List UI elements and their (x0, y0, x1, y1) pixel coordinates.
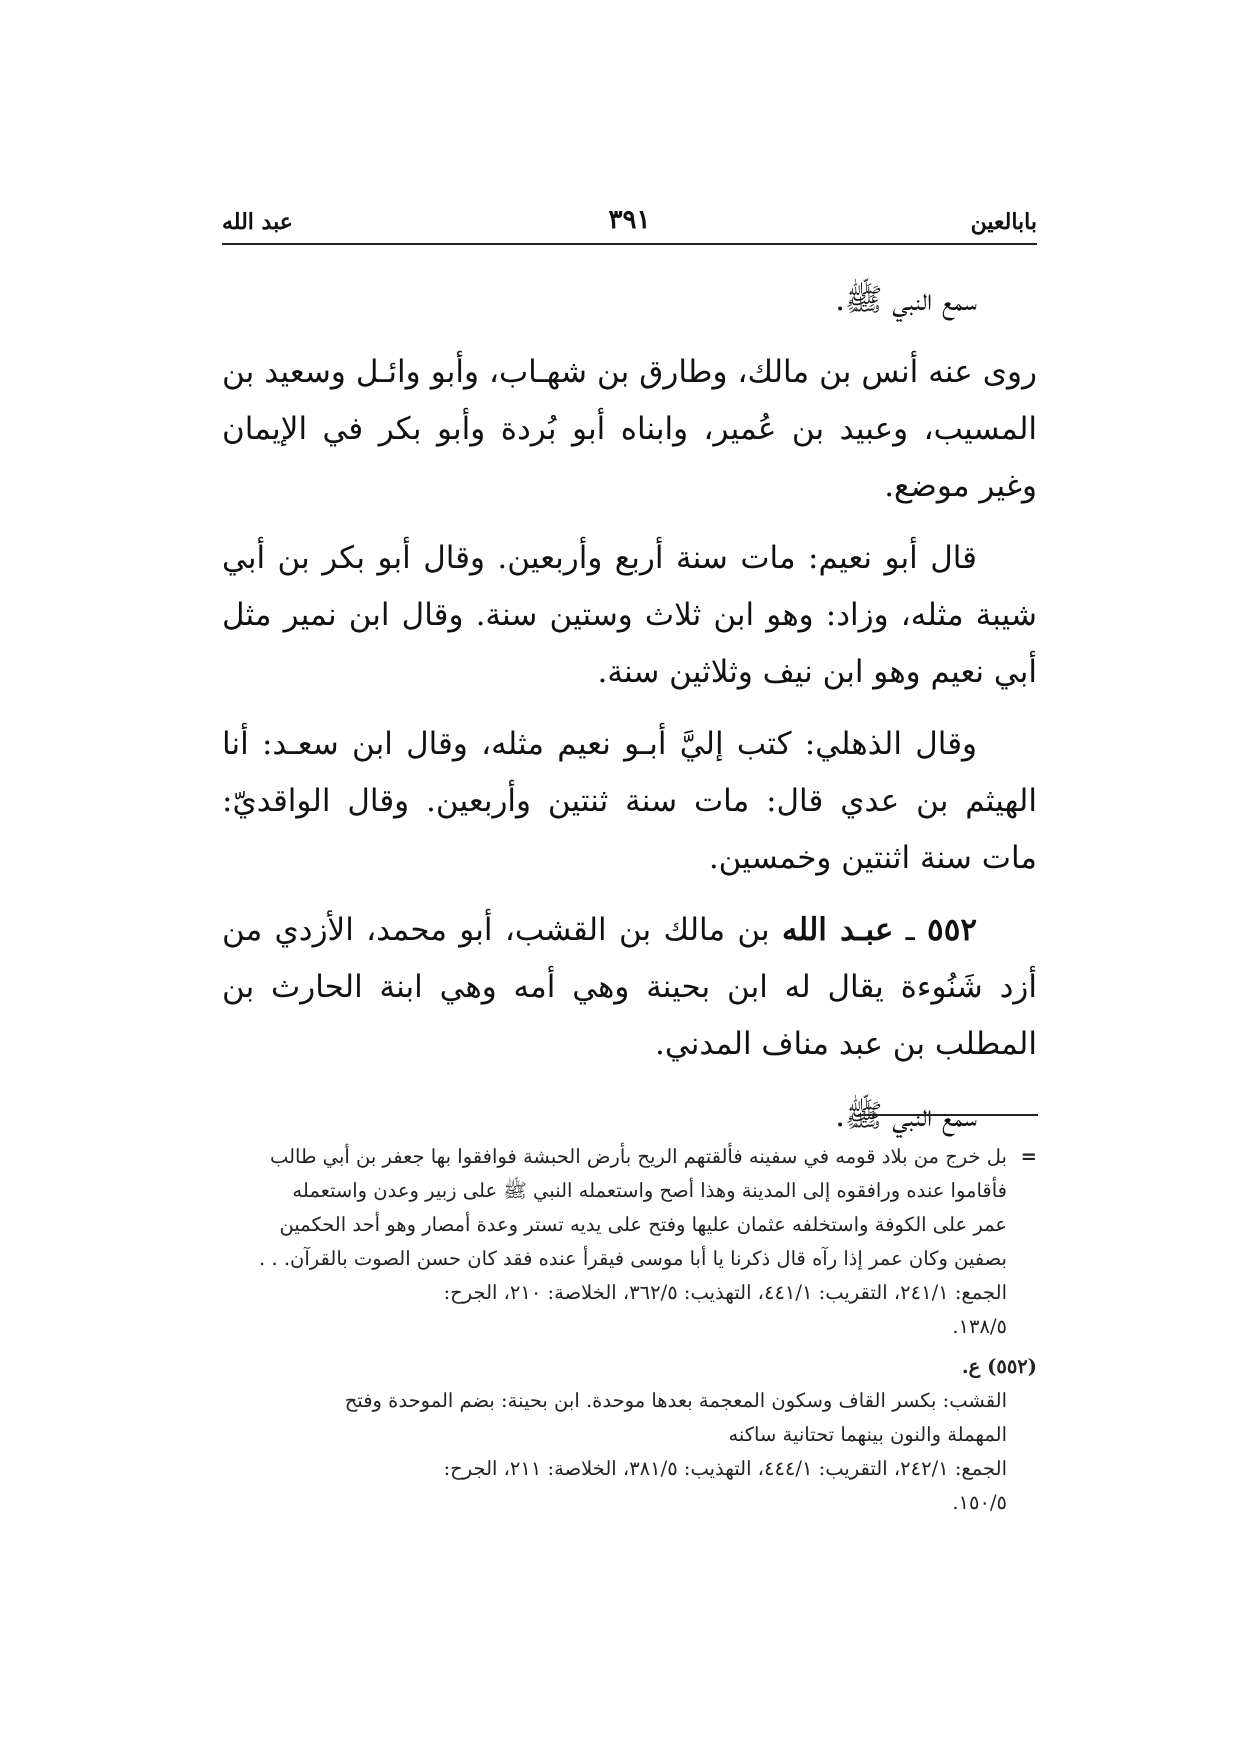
footnote-entry-label: (٥٥٢) ع. (961, 1355, 1037, 1378)
footnote-line: ١٣٨/٥. (952, 1315, 1007, 1338)
header-divider (222, 243, 1037, 245)
footnote-line: بل خرج من بلاد قومه في سفينه فألقتهم الريح بأرض الحبشة فوافقوا بها جعفر بن أبي طالب (269, 1145, 1007, 1168)
chapter-title: بابالعين (970, 209, 1037, 235)
page-number: ٣٩١ (608, 205, 651, 235)
page-header (222, 205, 1037, 255)
paragraph: سمع النبي ﷺ. (835, 1098, 977, 1134)
continuation-marker: = (1020, 1145, 1037, 1168)
entry-name: عبـد الله (781, 912, 894, 948)
footnote-line: فأقاموا عنده ورافقوه إلى المدينة وهذا أصح واستعمله النبي ﷺ على زبير وعدن واستعمله (292, 1179, 1007, 1202)
paragraph: سمع النبي ﷺ. (835, 282, 977, 318)
paragraph: روى عنه أنس بن مالك، وطارق بن شهـاب، وأبو وائـل وسعيد بن المسيب، وعبيد بن عُمير، وابناه أبو بُردة وأبو بكر في الإيمان وغير موضع. (222, 354, 1037, 504)
footnote-line: المهملة والنون بينهما تحتانية ساكنه (728, 1423, 1007, 1446)
footnote-line: الجمع: ٢٤٢/١، التقريب: ٤٤٤/١، التهذيب: ٣٨١/٥، الخلاصة: ٢١١، الجرح: (443, 1457, 1007, 1480)
footnote-line: عمر على الكوفة واستخلفه عثمان عليها وفتح على يديه تستر وعدة أمصار وهو أحد الحكمين (279, 1213, 1007, 1236)
footnote-line: القشب: بكسر القاف وسكون المعجمة بعدها موحدة. ابن بحينة: بضم الموحدة وفتح (344, 1389, 1007, 1412)
footnote-line: الجمع: ٢٤١/١، التقريب: ٤٤١/١، التهذيب: ٣٦٢/٥، الخلاصة: ٢١٠، الجرح: (443, 1281, 1007, 1304)
entry-number: ٥٥٢ (927, 912, 977, 948)
footnote-line: بصفين وكان عمر إذا رآه قال ذكرنا يا أبا موسى فيقرأ عنده فقد كان حسن الصوت بالقرآن. . . (259, 1247, 1007, 1270)
footnote-entry (222, 1384, 1037, 1520)
footnote-continuation (222, 1140, 1037, 1344)
footnote-line: ١٥٠/٥. (952, 1491, 1007, 1514)
paragraph: وقال الذهلي: كتب إليَّ أبـو نعيم مثله، وقال ابن سعـد: أنا الهيثم بن عدي قال: مات سنة ثنتين وأربعين. وقال الواقديّ: مات سنة اثنتين وخمسين. (222, 726, 1037, 876)
section-title: عبد الله (222, 209, 293, 235)
paragraph: قال أبو نعيم: مات سنة أربع وأربعين. وقال أبو بكر بن أبي شيبة مثله، وزاد: وهو ابن ثلاث وستين سنة. وقال ابن نمير مثل أبي نعيم وهو ابن نيف وثلاثين سنة. (222, 540, 1037, 690)
biography-entry (222, 902, 1037, 1073)
entry-separator: ـ (893, 912, 928, 948)
footnotes (222, 1140, 1037, 1526)
entry-text: بن مالك بن القشب، أبو محمد، الأزدي من أزد شَنُوءة يقال له ابن بحينة وهي أمه وهي ابنة الحارث بن المطلب بن عبد مناف المدني. (222, 912, 1037, 1062)
footnote-divider (858, 1114, 1038, 1116)
main-text (222, 272, 1037, 1160)
